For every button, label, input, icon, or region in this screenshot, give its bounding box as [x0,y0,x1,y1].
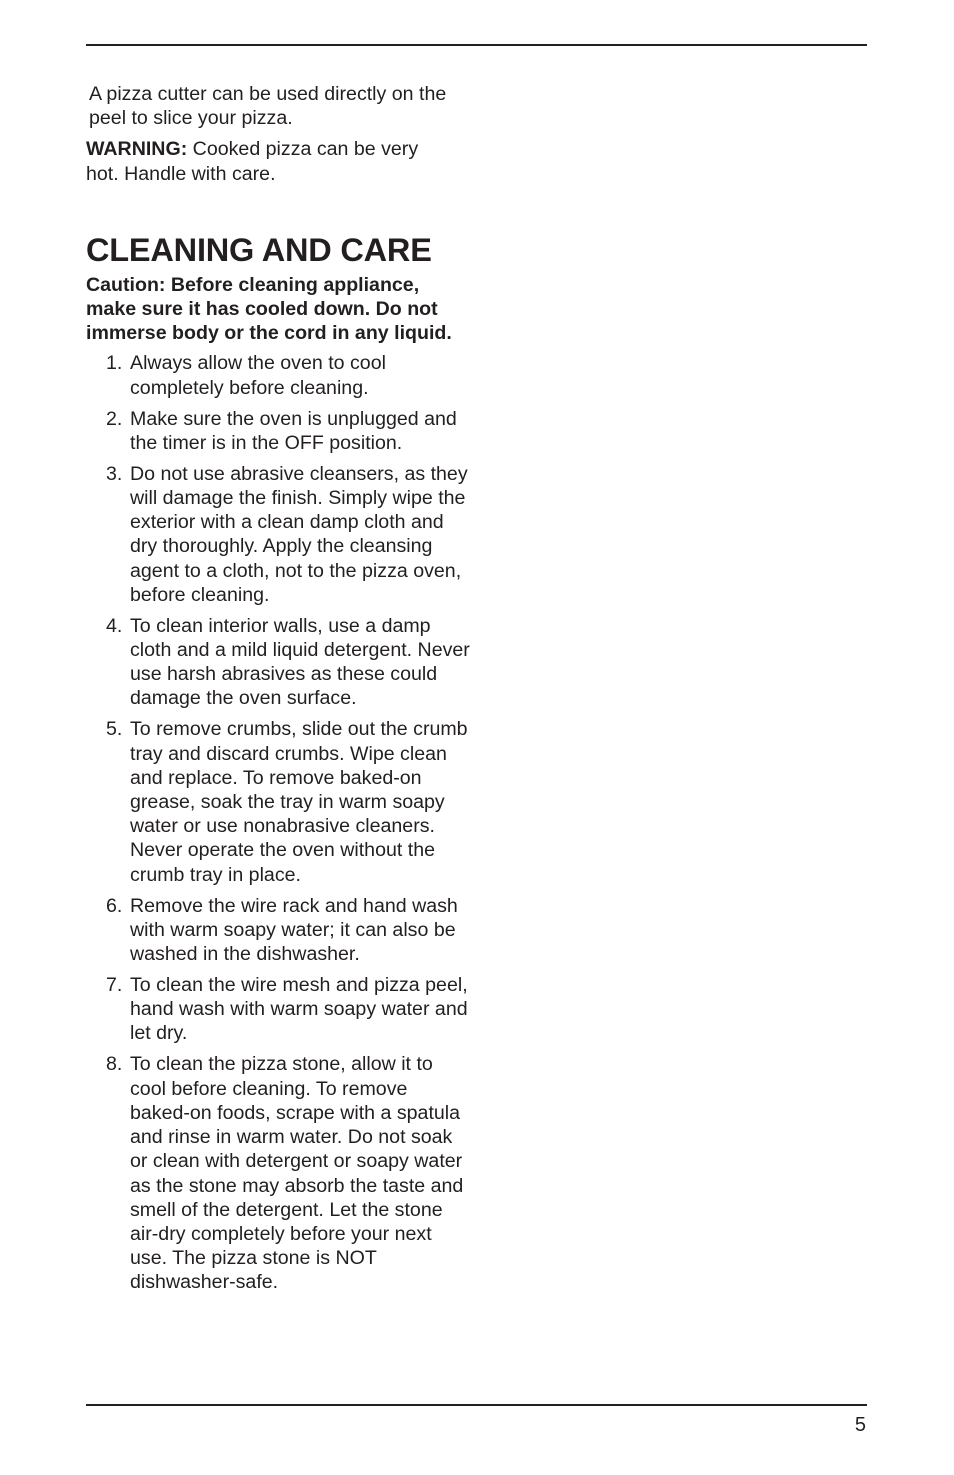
header-rule [86,44,867,46]
footer-rule [86,1404,867,1406]
list-item [86,1052,470,1294]
list-item [86,894,470,967]
step-number: 6. [106,894,123,917]
step-text: Make sure the oven is unplugged and the timer is in the OFF position. [130,407,457,454]
intro-paragraph: A pizza cutter can be used directly on the peel to slice your pizza. [89,83,447,130]
step-number: 3. [106,462,123,485]
step-number: 4. [106,614,123,637]
step-number: 5. [106,718,123,741]
step-text: To clean the wire mesh and pizza peel, hand wash with warm soapy water and let dry. [130,974,468,1045]
step-text: To clean the pizza stone, allow it to cool before cleaning. To remove baked-on foods, scrape with a spatula and rinse in warm water. Do not soak or clean with detergent or soapy water as the stone may absorb the taste and smell of the detergent. Let the stone air-dry completely before your next use. The pizza stone is NOT dishwasher-safe. [130,1053,464,1294]
step-text: Remove the wire rack and hand wash with warm soapy water; it can also be washed in the dishwasher. [130,894,458,966]
content-column [86,82,476,1301]
list-item [86,351,470,399]
list-item [86,973,470,1046]
step-number: 1. [106,352,123,375]
step-text: Do not use abrasive cleansers, as they will damage the finish. Simply wipe the exterior with a clean damp cloth and dry thoroughly. Apply the cleansing agent to a cloth, not to the pizza oven, before cleaning. [130,462,468,606]
page-number: 5 [854,1414,866,1436]
section-heading: CLEANING AND CARE [86,231,432,268]
step-number: 8. [106,1053,123,1076]
caution-paragraph: Caution: Before cleaning appliance, make sure it has cooled down. Do not immerse body or the cord in any liquid. [86,273,452,345]
step-number: 7. [106,974,123,997]
step-text: To remove crumbs, slide out the crumb tray and discard crumbs. Wipe clean and replace. To remove baked-on grease, soak the tray in warm soapy water or use nonabrasive cleaners. Never operate the oven without the crumb tray in place. [130,718,468,886]
step-number: 2. [106,407,123,430]
warning-label: WARNING: [86,138,188,161]
list-item [86,717,470,886]
list-item [86,462,470,607]
cleaning-steps-list [86,351,476,1294]
step-text: Always allow the oven to cool completely before cleaning. [130,352,386,399]
warning-paragraph [86,137,446,185]
step-text: To clean interior walls, use a damp cloth and a mild liquid detergent. Never use harsh abrasives as these could damage the oven surface. [130,614,470,710]
list-item [86,407,470,455]
list-item [86,614,470,711]
warning-text: Cooked pizza can be very hot. Handle with care. [86,138,419,185]
